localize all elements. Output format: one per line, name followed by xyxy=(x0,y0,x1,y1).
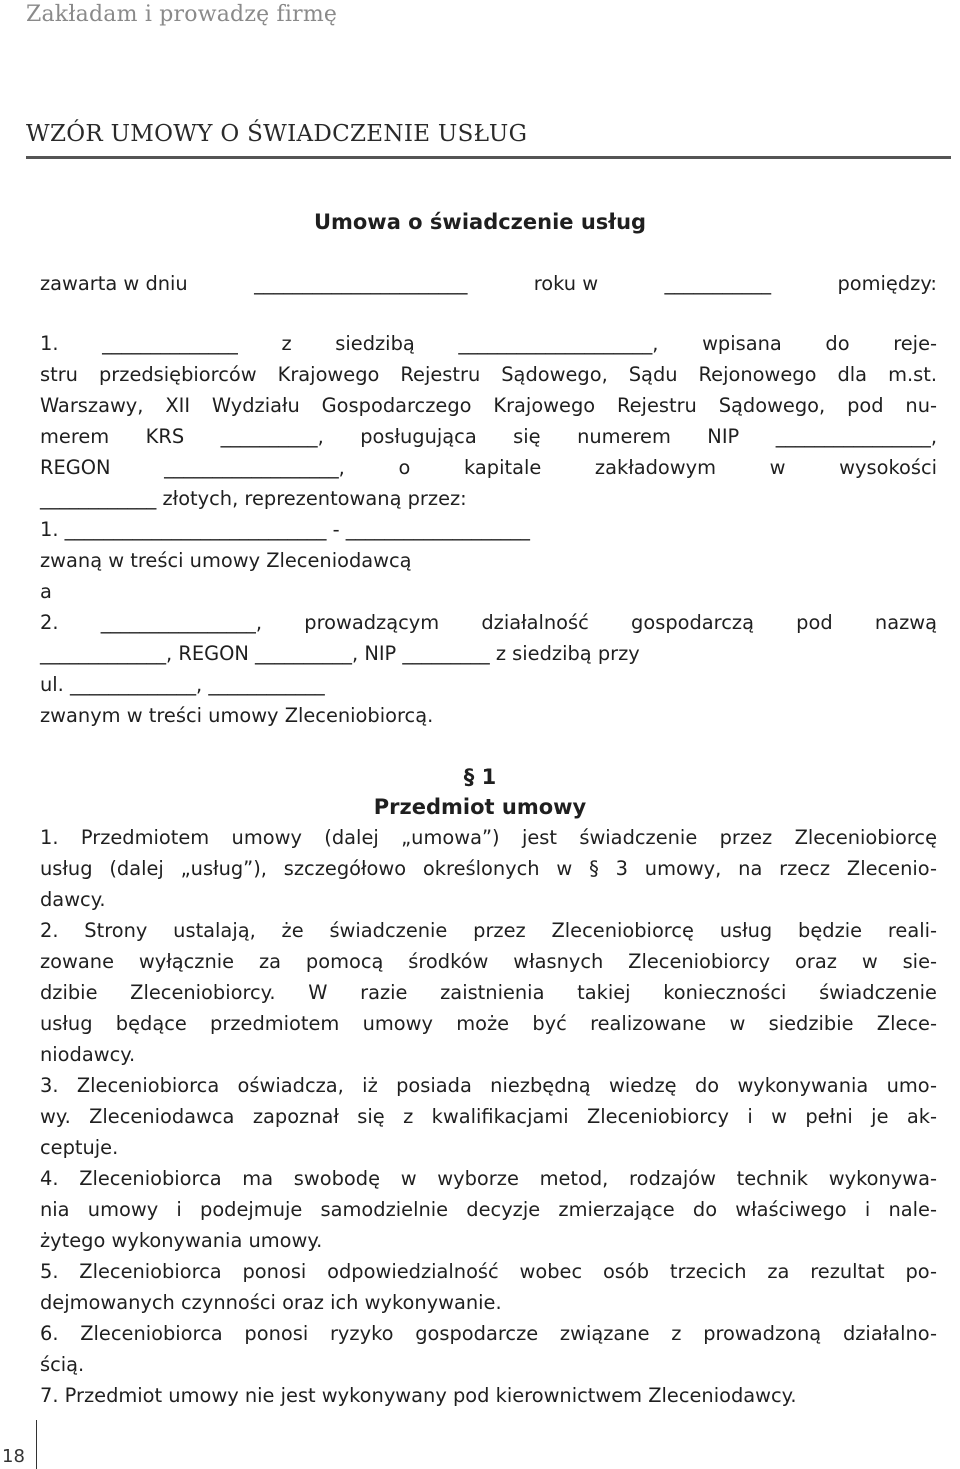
section1-point-line: usług (dalej „usług”), szczegółowo określonych w § 3 umowy, na rzecz Zlecenio- xyxy=(40,857,937,880)
party2-line: 2. ________________, prowadzącym działalność gospodarczą pod nazwą xyxy=(40,611,937,634)
section1-point-line: ścią. xyxy=(40,1353,85,1376)
dated-line xyxy=(40,268,937,299)
section1-point-1 xyxy=(40,822,937,915)
dated-line-text-a: zawarta w dniu xyxy=(40,272,188,295)
party2-designation: zwanym w treści umowy Zleceniobiorcą. xyxy=(40,704,434,727)
contract-heading: Umowa o świadczenie usług xyxy=(313,210,647,234)
section1-point-line: 2. Strony ustalają, że świadczenie przez Zleceniobiorcę usług będzie reali- xyxy=(40,919,937,942)
title-divider xyxy=(26,156,951,159)
section1-point-line: nia umowy i podejmuje samodzielnie decyzje zmierzające do właściwego i nale- xyxy=(40,1198,937,1221)
running-head: Zakładam i prowadzę firmę xyxy=(26,2,338,27)
section1-point-3 xyxy=(40,1070,937,1163)
place-blank: ___________ xyxy=(664,272,772,295)
section1-point-2 xyxy=(40,915,937,1070)
section1-point-line: dzibie Zleceniobiorcy. W razie zaistnienia takiej konieczności świadczenie xyxy=(40,981,937,1004)
section1-points xyxy=(40,822,937,1411)
section1-point-line: usług będące przedmiotem umowy może być realizowane w siedzibie Zlece- xyxy=(40,1012,937,1035)
section1-point-line: dejmowanych czynności oraz ich wykonywanie. xyxy=(40,1291,502,1314)
party1-line: REGON __________________, o kapitale zakładowym w wysokości xyxy=(40,456,937,479)
section1-point-line: zowane wyłącznie za pomocą środków własnych Zleceniobiorcy oraz w sie- xyxy=(40,950,937,973)
section1-point-5 xyxy=(40,1256,937,1318)
section1-point-line: 5. Zleceniobiorca ponosi odpowiedzialność wobec osób trzecich za rezultat po- xyxy=(40,1260,937,1283)
party1-designation: zwaną w treści umowy Zleceniodawcą xyxy=(40,549,412,572)
section1-point-6 xyxy=(40,1318,937,1380)
section1-point-line: 6. Zleceniobiorca ponosi ryzyko gospodarcze związane z prowadzoną działalno- xyxy=(40,1322,937,1345)
party1-line: 1. ______________ z siedzibą ____________________, wpisana do reje- xyxy=(40,332,937,355)
section1-point-line: 7. Przedmiot umowy nie jest wykonywany pod kierownictwem Zleceniodawcy. xyxy=(40,1384,797,1407)
document-title: WZÓR UMOWY O ŚWIADCZENIE USŁUG xyxy=(26,121,528,147)
party1-line: ____________ złotych, reprezentowaną przez: xyxy=(40,487,467,510)
spacer xyxy=(40,299,937,328)
party2-address-line: ul. _____________, ____________ xyxy=(40,673,325,696)
section1-point-line: niodawcy. xyxy=(40,1043,136,1066)
section1-point-line: żytego wykonywania umowy. xyxy=(40,1229,323,1252)
date-blank: ______________________ xyxy=(254,272,468,295)
section-title: Przedmiot umowy xyxy=(373,795,587,819)
section-sign: § 1 xyxy=(463,765,497,789)
section1-point-line: 4. Zleceniobiorca ma swobodę w wyborze metod, rodzajów technik wykonywa- xyxy=(40,1167,937,1190)
section1-point-7 xyxy=(40,1380,937,1411)
party1-line: Warszawy, XII Wydziału Gospodarczego Krajowego Rejestru Sądowego, pod nu- xyxy=(40,394,937,417)
section1-point-line: 1. Przedmiotem umowy (dalej „umowa”) jest świadczenie przez Zleceniobiorcę xyxy=(40,826,937,849)
party1-representative-line: 1. ___________________________ - ___________________ xyxy=(40,518,530,541)
dated-line-text-b: roku w xyxy=(533,272,599,295)
section1-point-4 xyxy=(40,1163,937,1256)
party1-line: stru przedsiębiorców Krajowego Rejestru Sądowego, Sądu Rejonowego dla m.st. xyxy=(40,363,937,386)
page-number: 18 xyxy=(2,1446,25,1467)
section1-point-line: wy. Zleceniodawca zapoznał się z kwalifikacjami Zleceniobiorcy i w pełni je ak- xyxy=(40,1105,937,1128)
contract-parties xyxy=(40,268,937,731)
section1-point-line: dawcy. xyxy=(40,888,106,911)
party2-line: _____________, REGON __________, NIP _________ z siedzibą przy xyxy=(40,642,640,665)
conjunction: a xyxy=(40,580,52,603)
section1-point-line: ceptuje. xyxy=(40,1136,119,1159)
party1-line: merem KRS __________, posługująca się numerem NIP ________________, xyxy=(40,425,937,448)
dated-line-text-c: pomiędzy: xyxy=(837,272,937,295)
section1-point-line: 3. Zleceniobiorca oświadcza, iż posiada niezbędną wiedzę do wykonywania umo- xyxy=(40,1074,937,1097)
page-number-rule xyxy=(36,1420,37,1469)
